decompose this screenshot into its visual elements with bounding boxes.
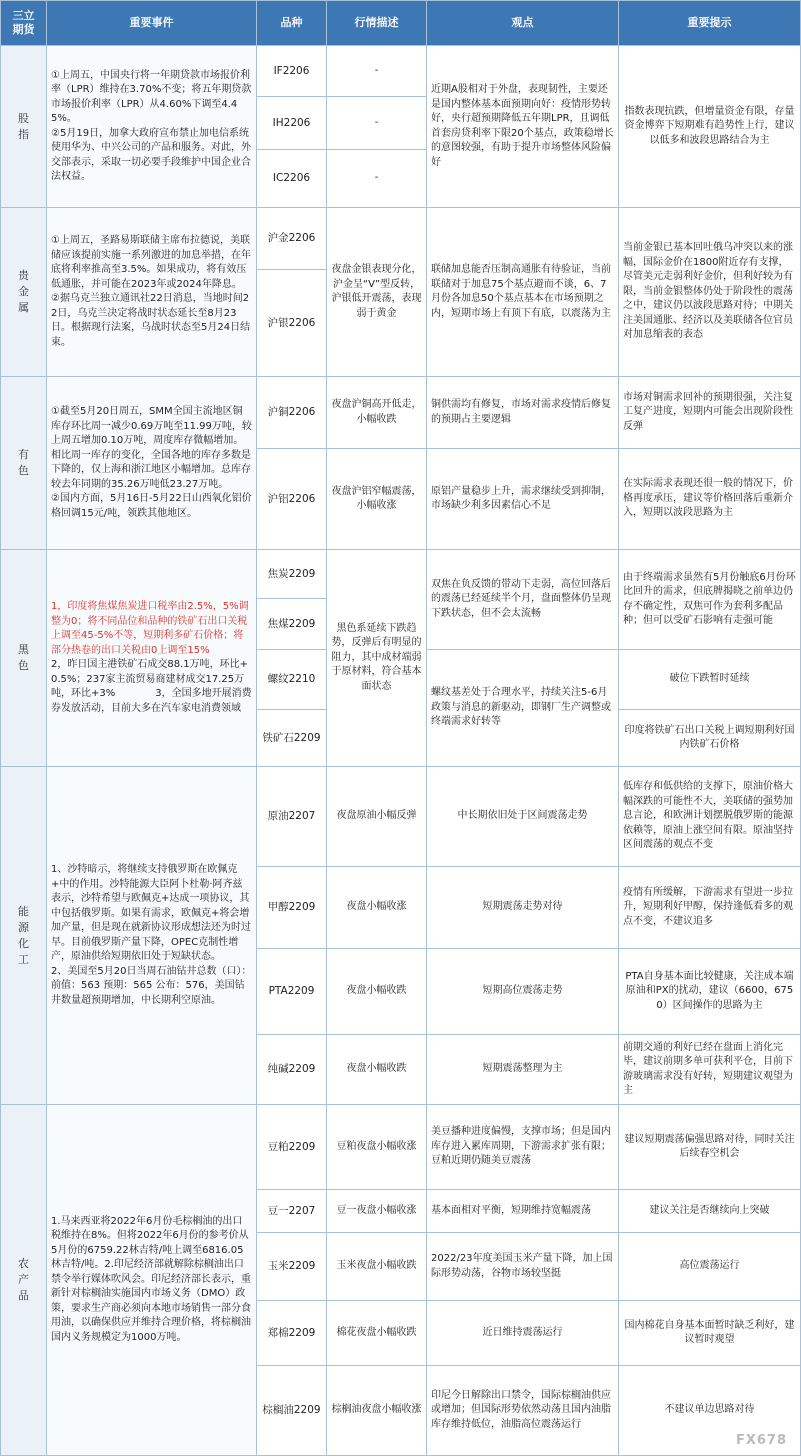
desc-cell: 夜盘小幅收涨 bbox=[327, 867, 427, 949]
table-row bbox=[1, 1105, 801, 1190]
event-cell-stock: ①上周五，中国央行将一年期贷款市场报价利率（LPR）维持在3.70%不变；将五年期贷款市场报价利率（LPR）从4.60%下调至4.45%。 ②5月19日，加拿大政府宣布禁止加电信系统使用华为、中兴公司的产品和服务。对此，外交部表示，采取一切必要手段维护中国企业合法权益。 bbox=[47, 46, 257, 208]
header-tips: 重要提示 bbox=[619, 1, 801, 46]
tip-cell-stock: 指数表现抗跌，但增量资金有限，存量资金博弈下短期难有趋势性上行，建议以低多和波段思路结合为主 bbox=[619, 46, 801, 208]
desc-cell: 夜盘原油小幅反弹 bbox=[327, 767, 427, 867]
product-cell: 纯碱2209 bbox=[257, 1035, 327, 1105]
view-cell: 中长期依旧处于区间震荡走势 bbox=[427, 767, 619, 867]
product-cell: 沪铝2206 bbox=[257, 449, 327, 550]
header-market-desc: 行情描述 bbox=[327, 1, 427, 46]
desc-cell: 棕榈油夜盘小幅收涨 bbox=[327, 1366, 427, 1456]
event-cell-ferrous bbox=[47, 550, 260, 767]
product-cell: 铁矿石2209 bbox=[257, 710, 327, 767]
view-cell-stock: 近期A股相对于外盘，表现韧性，主要还是国内整体基本面预期向好：疫情形势转好，央行超预期降低五年期LPR，且调低首套房贷利率下限20个基点，政策稳增长的意图较强，有助于提升市场整体风险偏好 bbox=[427, 46, 619, 208]
desc-cell: 夜盘小幅收跌 bbox=[327, 1035, 427, 1105]
view-cell-ferrous-bottom: 螺纹基差处于合理水平，持续关注5-6月政策与消息的新驱动，即钢厂生产调整或终端需求好转等 bbox=[427, 650, 619, 767]
desc-cell-ferrous: 黑色系延续下跌趋势，反弹后有明显的阻力，其中成材端弱于原材料，符合基本面状态 bbox=[327, 550, 427, 767]
tip-cell: 国内棉花自身基本面暂时缺乏利好，建议暂时观望 bbox=[619, 1301, 801, 1366]
tip-cell: 不建议单边思路对待 bbox=[619, 1366, 801, 1456]
sector-label-agri: 农 产 品 bbox=[1, 1105, 47, 1456]
table-row bbox=[1, 767, 801, 867]
desc-cell: - bbox=[327, 150, 427, 208]
table-row bbox=[1, 208, 801, 270]
tip-cell-ferrous-bottom: 印度将铁矿石出口关税上调短期利好国内铁矿石价格 bbox=[619, 710, 801, 767]
view-cell: 原铝产量稳步上升，需求继续受到抑制，市场缺少利多因素信心不足 bbox=[427, 449, 619, 550]
event-highlight: 1，印度将焦煤焦炭进口税率由2.5%，5%调整为0；将不同品位和品种的铁矿石出口关税上调至45-5%不等，短期利多矿石价格；将部分热卷的出口关税由0上调至15% bbox=[51, 601, 249, 656]
tip-cell: 建议短期震荡偏强思路对待，同时关注后续春空机会 bbox=[619, 1105, 801, 1190]
header-view: 观点 bbox=[427, 1, 619, 46]
view-cell: 短期震荡整理为主 bbox=[427, 1035, 619, 1105]
product-cell: 焦煤2209 bbox=[257, 599, 327, 650]
tip-cell: 建议关注是否继续向上突破 bbox=[619, 1190, 801, 1233]
desc-cell: 夜盘沪铝窄幅震荡，小幅收涨 bbox=[327, 449, 427, 550]
view-cell-precious: 联储加息能否压制高通胀有待验证，当前联储对于加息75个基点避而不谈，6、7月份各加息50个基点基本在市场预期之内，短期市场上有顶下有底，以震荡为主 bbox=[427, 208, 619, 377]
desc-cell: 夜盘沪铜高开低走，小幅收跌 bbox=[327, 377, 427, 449]
product-cell: 沪金2206 bbox=[257, 208, 327, 270]
product-cell: IF2206 bbox=[257, 46, 327, 97]
header-events: 重要事件 bbox=[47, 1, 257, 46]
sector-label-precious: 贵 金 属 bbox=[1, 208, 47, 377]
desc-cell: - bbox=[327, 46, 427, 97]
table-row bbox=[1, 377, 801, 449]
event-rest: 2，昨日国主港铁矿石成交88.1万吨，环比+0.5%；237家主流贸易商建材成交17.25万吨，环比+3% 3，全国多地开展消费券发放活动，目前大多在汽车家电消费领域 bbox=[51, 644, 260, 714]
desc-cell: 棉花夜盘小幅收跌 bbox=[327, 1301, 427, 1366]
sector-label-stock: 股 指 bbox=[1, 46, 47, 208]
product-cell: IC2206 bbox=[257, 150, 327, 208]
view-cell: 短期震荡走势对待 bbox=[427, 867, 619, 949]
table-row bbox=[1, 550, 801, 599]
product-cell: 沪银2206 bbox=[257, 270, 327, 377]
event-cell-agri: 1.马来西亚将2022年6月份毛棕榈油的出口税维持在8%。但将2022年6月份的参考价从5月份的6759.22林吉特/吨上调至6816.05林吉特/吨。2.印尼经济部就解除棕榈油出口禁令举行媒体吹风会。印尼经济部长表示，重新针对棕榈油实施国内市场义务（DMO）政策，要求生产商必须向本地市场销售一部分食用油，以确保供应并维持合理价格，将棕榈油国内义务规模定为1000万吨。 bbox=[47, 1105, 257, 1456]
view-cell: 基本面相对平衡，短期维持宽幅震荡 bbox=[427, 1190, 619, 1233]
tip-cell-ferrous-top: 由于终端需求虽然有5月份触底6月份环比回升的需求，但底牌揭晓之前单边仍存不确定性，双焦可作为套利多配品种；但可以受矿石影响有走强可能 bbox=[619, 550, 801, 650]
desc-cell: - bbox=[327, 97, 427, 150]
view-cell: 短期高位震荡走势 bbox=[427, 949, 619, 1035]
tip-cell-precious: 当前金银已基本回吐俄乌冲突以来的涨幅，国际金价在1800附近存有支撑，尽管美元走弱利好金价，但利好较为有限，当前金银整体仍处于阶段性的震荡之中，建议仍以波段思路对待；中期关注美国通胀、经济以及美联储各位官员对加息缩表的表态 bbox=[619, 208, 801, 377]
event-cell-precious: ①上周五，圣路易斯联储主席布拉德说，美联储应该提前实施一系列激进的加息举措，在年底将利率推高至3.5%。如果成功，将有效压低通胀，并可能在2023年或2024年降息。 ②据乌克兰独立通讯社22日消息，当地时间22日，乌克兰决定将战时状态延长至8月23日。根据现行法案，乌战时状态至5月24日结束。 bbox=[47, 208, 257, 377]
desc-cell: 夜盘小幅收跌 bbox=[327, 949, 427, 1035]
table-row bbox=[1, 46, 801, 97]
tip-cell-ferrous-mid: 破位下跌暂时延续 bbox=[619, 650, 801, 710]
product-cell: PTA2209 bbox=[257, 949, 327, 1035]
tip-cell: 在实际需求表现还很一般的情况下，价格再度承压，建议等价格回落后重新介入，短期以波段思路为主 bbox=[619, 449, 801, 550]
product-cell: 郑棉2209 bbox=[257, 1301, 327, 1366]
sector-label-energy: 能 源 化 工 bbox=[1, 767, 47, 1105]
view-cell: 铜供需均有修复，市场对需求疫情后修复的预期占主要逻辑 bbox=[427, 377, 619, 449]
product-cell: 豆粕2209 bbox=[257, 1105, 327, 1190]
product-cell: 原油2207 bbox=[257, 767, 327, 867]
tip-cell: 疫情有所缓解，下游需求有望进一步拉升，短期利好甲醇，保持逢低看多的观点不变，不建议追多 bbox=[619, 867, 801, 949]
view-cell: 印尼今日解除出口禁令，国际棕榈油供应或增加；但国际形势依然动荡且国内油脂库存维持低位，油脂高位震荡运行 bbox=[427, 1366, 619, 1456]
desc-cell: 豆一夜盘小幅收涨 bbox=[327, 1190, 427, 1233]
desc-cell: 豆粕夜盘小幅收涨 bbox=[327, 1105, 427, 1190]
sector-label-nonferrous: 有 色 bbox=[1, 377, 47, 550]
header-company: 三立 期货 bbox=[1, 1, 47, 46]
view-cell-ferrous-top: 双焦在负反馈的带动下走弱，高位回落后的震荡已经延续半个月，盘面整体仍呈现下跌状态，但不会太流畅 bbox=[427, 550, 619, 650]
desc-cell-precious: 夜盘金银表现分化，沪金呈“V”型反转，沪银低开震荡，表现弱于黄金 bbox=[327, 208, 427, 377]
product-cell: 螺纹2210 bbox=[257, 650, 327, 710]
tip-cell: 低库存和低供给的支撑下，原油价格大幅深跌的可能性不大，美联储的强势加息言论，和欧洲计划摆脱俄罗斯的能源依赖等，原油上涨空间有限。原油坚持区间震荡的观点不变 bbox=[619, 767, 801, 867]
product-cell: 沪铜2206 bbox=[257, 377, 327, 449]
header-product: 品种 bbox=[257, 1, 327, 46]
watermark-logo: FX678 bbox=[735, 1433, 787, 1448]
tip-cell: 市场对铜需求回补的预期很强，关注复工复产进度，短期内可能会出现阶段性反弹 bbox=[619, 377, 801, 449]
view-cell: 近日维持震荡运行 bbox=[427, 1301, 619, 1366]
event-cell-nonferrous: ①截至5月20日周五，SMM全国主流地区铜库存环比周一减少0.69万吨至11.99万吨，较上周五增加0.10万吨，周度库存微幅增加。相比周一库存的变化，全国各地的库存多数是下降的，仅上海和浙江地区小幅增加。总库存较去年同期的35.26万吨低23.27万吨。 ②国内方面，5月16日-5月22日山西氧化铝价格回调15元/吨，领跌其他地区。 bbox=[47, 377, 257, 550]
header-row bbox=[1, 1, 801, 46]
product-cell: 焦炭2209 bbox=[257, 550, 327, 599]
product-cell: 棕榈油2209 bbox=[257, 1366, 327, 1456]
view-cell: 美豆播种进度偏慢，支撑市场；但是国内库存进入累库周期，下游需求扩张有限；豆粕近期仍随美豆震荡 bbox=[427, 1105, 619, 1190]
product-cell: 甲醇2209 bbox=[257, 867, 327, 949]
tip-cell: 前期交通的利好已经在盘面上消化完毕，建议前期多单可获利平仓，目前下游玻璃需求没有好转，短期建议观望为主 bbox=[619, 1035, 801, 1105]
sector-label-ferrous: 黑 色 bbox=[1, 550, 47, 767]
product-cell: 玉米2209 bbox=[257, 1233, 327, 1301]
product-cell: 豆一2207 bbox=[257, 1190, 327, 1233]
tip-cell: 高位震荡运行 bbox=[619, 1233, 801, 1301]
tip-cell: PTA自身基本面比较健康，关注成本端原油和PX的扰动，建议（6600，6750）区间操作的思路为主 bbox=[619, 949, 801, 1035]
product-cell: IH2206 bbox=[257, 97, 327, 150]
desc-cell: 玉米夜盘小幅收跌 bbox=[327, 1233, 427, 1301]
view-cell: 2022/23年度美国玉米产量下降，加上国际形势动荡，谷物市场较坚挺 bbox=[427, 1233, 619, 1301]
event-cell-energy: 1、沙特暗示，将继续支持俄罗斯在欧佩克+中的作用。沙特能源大臣阿卜杜勒·阿齐兹表示，沙特希望与欧佩克+达成一项协议，其中包括俄罗斯。如果有需求，欧佩克+将会增加产量，但是现在就新协议形成想法还为时过早。目前俄罗斯产量下降，OPEC克制性增产，原油供给短期依旧处于短缺状态。 2、美国至5月20日当周石油钻井总数（口）：前值：563 预期：565 公布：576，美国钻井数量超预期增加，中长期利空原油。 bbox=[47, 767, 257, 1105]
